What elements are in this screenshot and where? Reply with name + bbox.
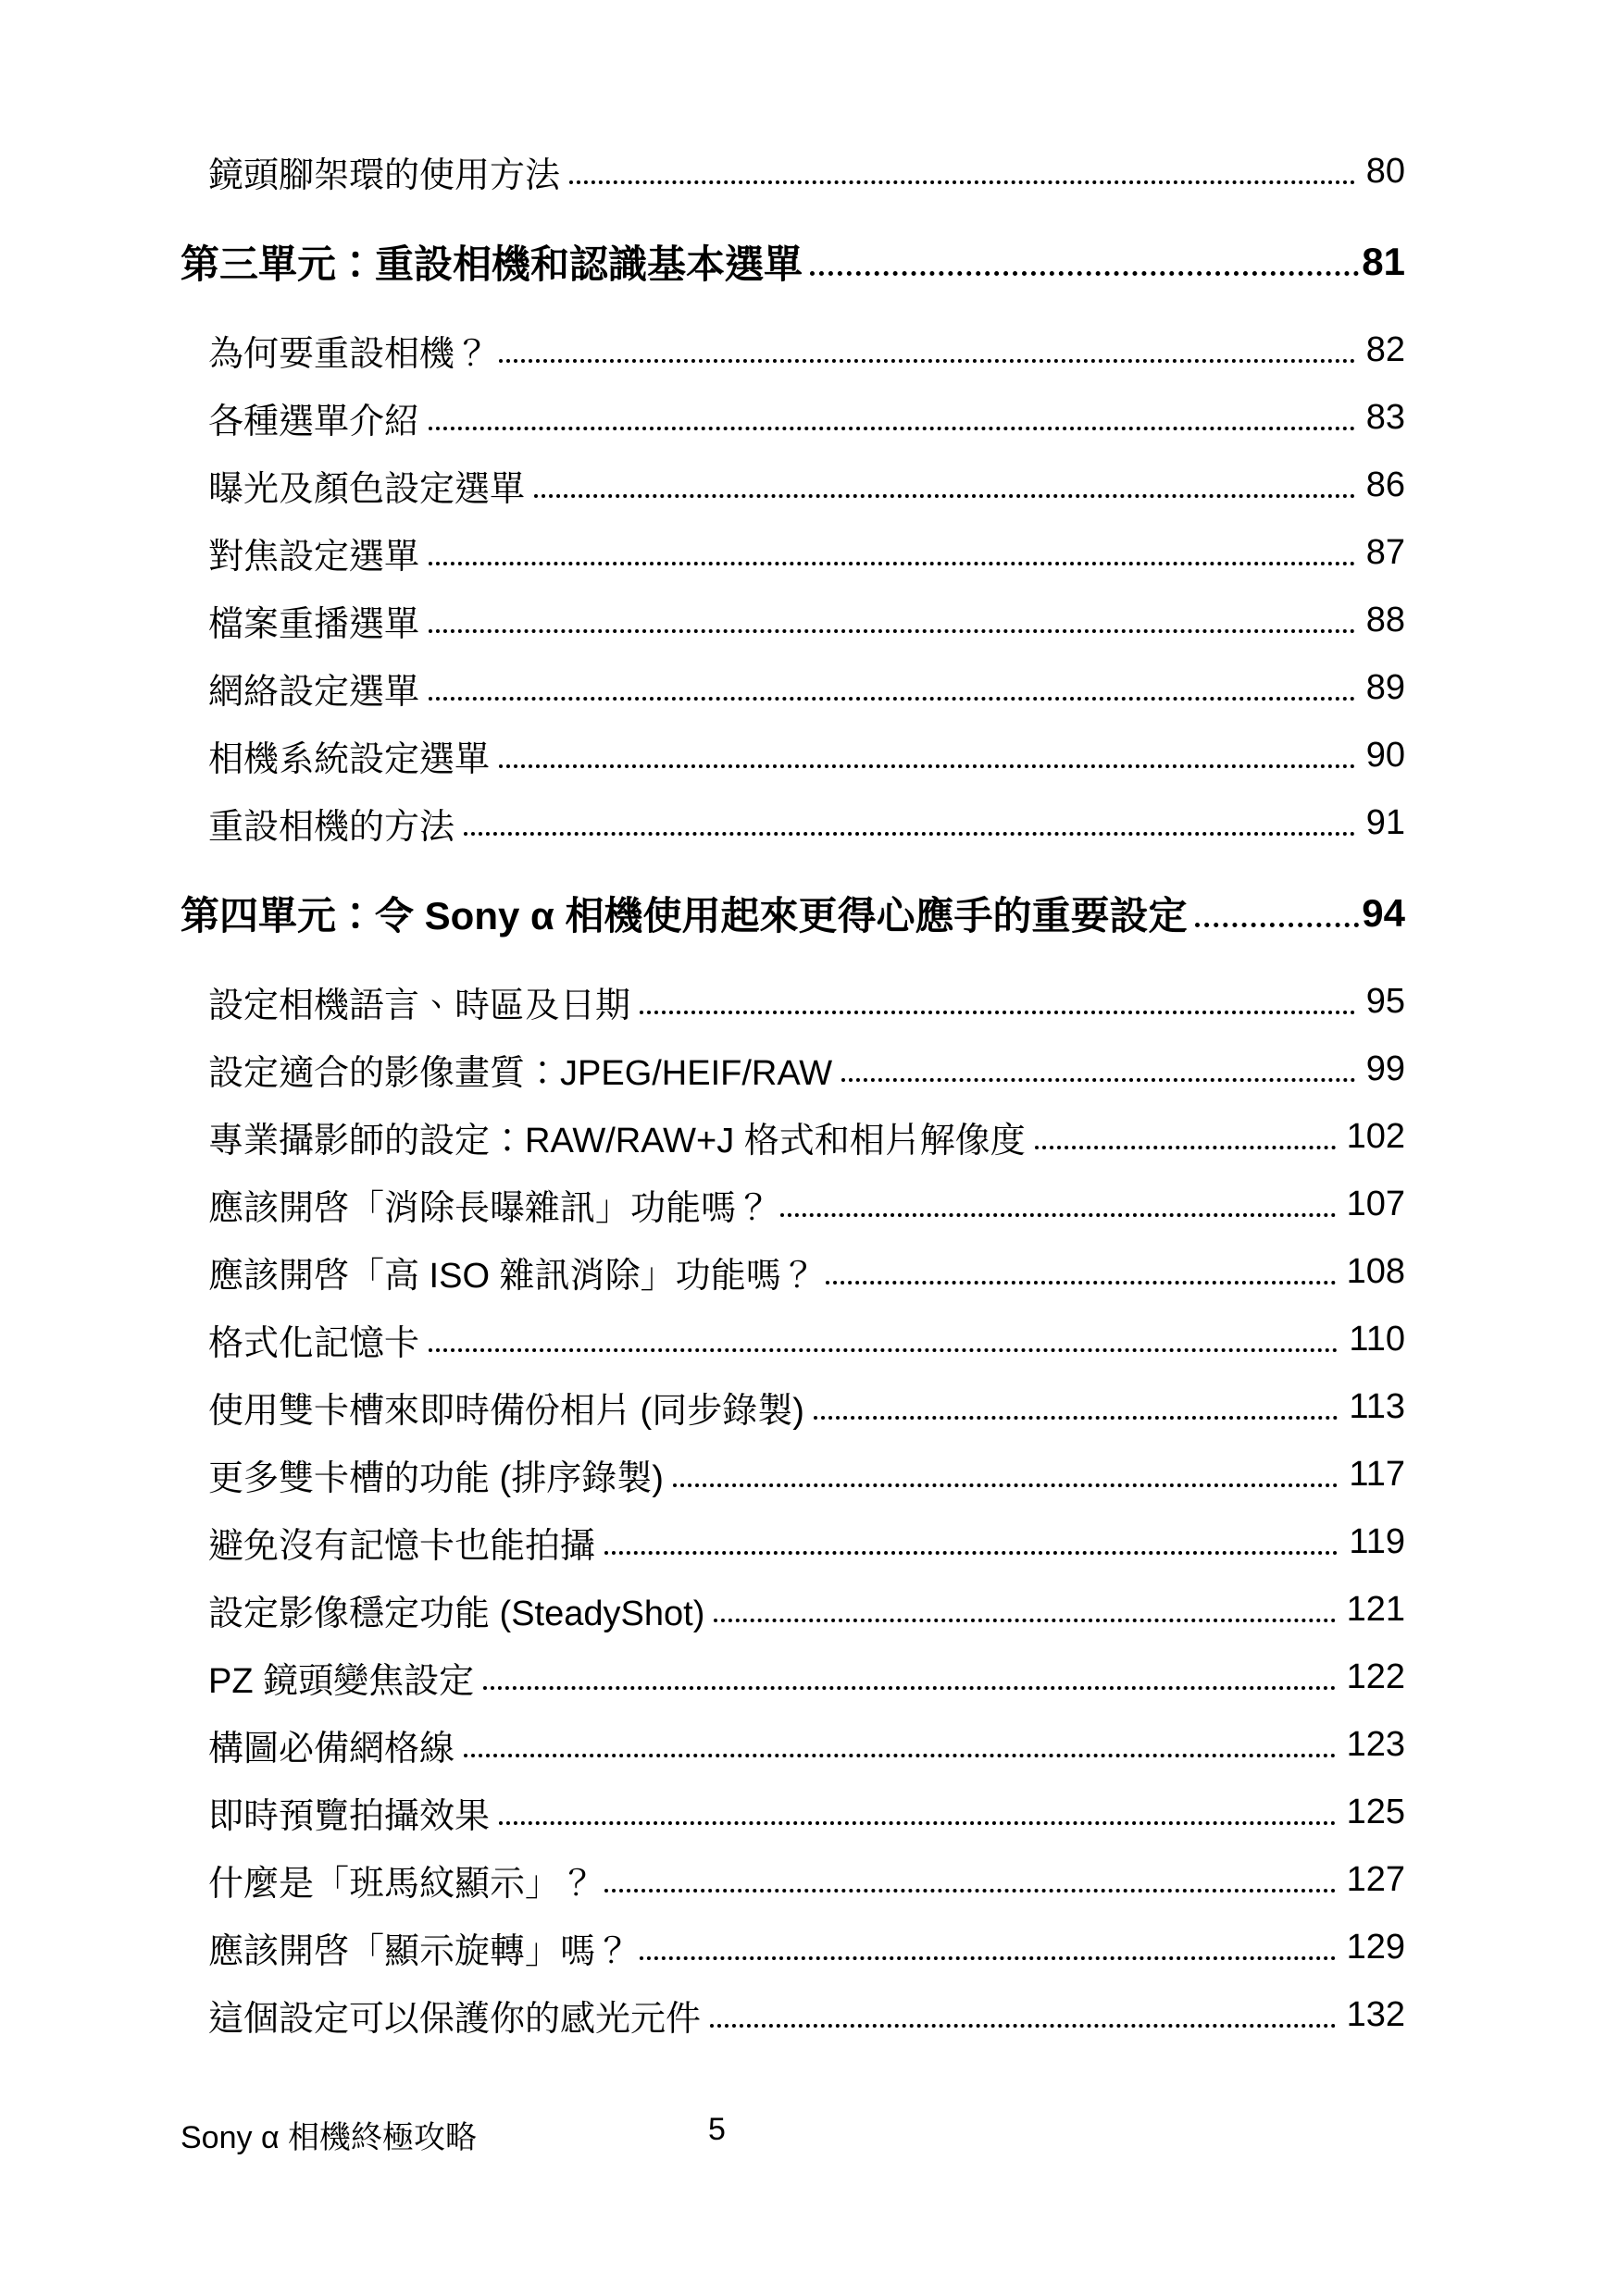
toc-entry-page: 110 (1349, 1320, 1405, 1359)
toc-entry (181, 138, 1405, 205)
toc-entry-title: 格式化記憶卡 (208, 1324, 420, 1363)
toc-entry-title: 應該開啓「消除長曝雜訊」功能嗎？ (208, 1189, 772, 1228)
toc-entry-title: 構圖必備網格線 (208, 1730, 455, 1769)
toc-entry-page: 81 (1362, 240, 1405, 283)
dot-leader (569, 180, 1355, 184)
toc-entry (181, 220, 1405, 304)
toc-entry-title: 檔案重播選單 (208, 605, 420, 644)
toc-entry (181, 1914, 1405, 1981)
toc-entry-title: 應該開啓「顯示旋轉」嗎？ (208, 1932, 631, 1971)
dot-leader (810, 271, 1359, 276)
toc-entry-page: 125 (1346, 1793, 1405, 1831)
dot-leader (499, 1821, 1336, 1825)
dot-leader (640, 1011, 1355, 1014)
footer-book-title: Sony α 相機終極攻略 (181, 2120, 478, 2155)
dot-leader (1035, 1146, 1336, 1149)
toc-entry (181, 1711, 1405, 1779)
footer-page-number: 5 (708, 2112, 726, 2147)
toc-entry-title: 重設相機的方法 (208, 808, 455, 847)
dot-leader (483, 1686, 1335, 1690)
toc-entry-title: 相機系統設定選單 (208, 740, 491, 779)
toc-entry-page: 129 (1346, 1928, 1405, 1967)
toc-entry (181, 1036, 1405, 1103)
toc-entry-page: 102 (1346, 1117, 1405, 1156)
toc-entry (181, 654, 1405, 722)
toc-entry-title: PZ 鏡頭變焦設定 (208, 1662, 475, 1701)
toc-entry (181, 1171, 1405, 1238)
page-footer (181, 2112, 1405, 2157)
toc-entry-title: 設定適合的影像畫質：JPEG/HEIF/RAW (208, 1054, 833, 1093)
toc-entry (181, 452, 1405, 519)
toc-entry-title: 什麼是「班馬紋顯示」？ (208, 1865, 596, 1904)
toc-entry-page: 89 (1365, 668, 1405, 707)
toc-entry (181, 1779, 1405, 1846)
toc-entry-title: 鏡頭腳架環的使用方法 (208, 156, 561, 195)
toc-entry-page: 108 (1346, 1252, 1405, 1291)
dot-leader (780, 1213, 1336, 1217)
dot-leader (429, 1348, 1338, 1352)
toc-entry-page: 90 (1365, 736, 1405, 775)
toc-entry-title: 曝光及顏色設定選單 (208, 470, 526, 509)
toc-entry-title: 網絡設定選單 (208, 673, 420, 712)
toc-entry-page: 99 (1365, 1049, 1405, 1088)
toc-entry (181, 1508, 1405, 1576)
dot-leader (826, 1281, 1336, 1285)
dot-leader (429, 629, 1355, 633)
toc-entry (181, 1373, 1405, 1441)
toc-entry-page: 119 (1349, 1522, 1405, 1561)
toc-entry (181, 1238, 1405, 1306)
toc-entry (181, 1846, 1405, 1914)
toc-entry-page: 86 (1365, 465, 1405, 504)
dot-leader (710, 2024, 1336, 2028)
toc-entry-page: 94 (1362, 891, 1405, 935)
dot-leader (534, 494, 1355, 498)
toc-list (181, 138, 1405, 2049)
toc-entry-title: 各種選單介紹 (208, 403, 420, 441)
toc-entry-page: 122 (1346, 1657, 1405, 1696)
dot-leader (499, 359, 1355, 363)
dot-leader (464, 832, 1355, 836)
toc-entry (181, 968, 1405, 1036)
toc-entry-page: 132 (1346, 1995, 1405, 2034)
toc-entry (181, 1441, 1405, 1508)
toc-entry (181, 1576, 1405, 1644)
toc-entry-page: 123 (1346, 1725, 1405, 1764)
toc-entry-title: 為何要重設相機？ (208, 335, 491, 374)
toc-entry (181, 519, 1405, 587)
toc-entry-title: 設定相機語言、時區及日期 (208, 987, 631, 1025)
toc-entry-title: 設定影像穩定功能 (SteadyShot) (208, 1595, 705, 1633)
toc-entry-title: 即時預覽拍攝效果 (208, 1797, 491, 1836)
toc-entry-page: 82 (1365, 330, 1405, 369)
toc-entry (181, 722, 1405, 789)
toc-entry-page: 113 (1349, 1387, 1405, 1426)
toc-entry-page: 127 (1346, 1860, 1405, 1899)
toc-entry-page: 95 (1365, 982, 1405, 1021)
toc-entry-page: 88 (1365, 601, 1405, 639)
toc-entry (181, 1103, 1405, 1171)
toc-entry-page: 91 (1365, 803, 1405, 842)
dot-leader (429, 697, 1355, 701)
toc-entry-title: 第三單元：重設相機和認識基本選單 (181, 242, 803, 286)
toc-entry-page: 117 (1349, 1455, 1405, 1494)
toc-entry-title: 避免沒有記憶卡也能拍攝 (208, 1527, 596, 1566)
toc-entry-page: 121 (1346, 1590, 1405, 1629)
dot-leader (1195, 923, 1360, 927)
toc-entry-page: 87 (1365, 533, 1405, 572)
dot-leader (604, 1889, 1336, 1893)
toc-entry-title: 專業攝影師的設定：RAW/RAW+J 格式和相片解像度 (208, 1122, 1026, 1160)
toc-entry (181, 384, 1405, 452)
dot-leader (429, 427, 1355, 430)
toc-entry (181, 872, 1405, 955)
toc-entry-page: 83 (1365, 398, 1405, 437)
toc-entry-title: 使用雙卡槽來即時備份相片 (同步錄製) (208, 1392, 804, 1431)
toc-entry-title: 對焦設定選單 (208, 538, 420, 577)
dot-leader (604, 1551, 1338, 1555)
toc-entry (181, 789, 1405, 857)
toc-entry (181, 1644, 1405, 1711)
toc-entry-title: 第四單元：令 Sony α 相機使用起來更得心應手的重要設定 (181, 894, 1188, 937)
toc-entry (181, 587, 1405, 654)
toc-entry (181, 316, 1405, 384)
dot-leader (464, 1754, 1336, 1757)
dot-leader (499, 764, 1355, 768)
toc-entry-page: 80 (1365, 152, 1405, 191)
dot-leader (673, 1483, 1339, 1487)
toc-entry (181, 1306, 1405, 1373)
dot-leader (814, 1416, 1339, 1420)
dot-leader (714, 1619, 1335, 1622)
toc-entry-title: 更多雙卡槽的功能 (排序錄製) (208, 1459, 664, 1498)
toc-entry-title: 應該開啓「高 ISO 雜訊消除」功能嗎？ (208, 1257, 816, 1296)
toc-entry-title: 這個設定可以保護你的感光元件 (208, 2000, 702, 2039)
toc-entry (181, 1981, 1405, 2049)
dot-leader (429, 562, 1355, 565)
toc-entry-page: 107 (1346, 1185, 1405, 1223)
dot-leader (841, 1078, 1355, 1082)
dot-leader (640, 1956, 1336, 1960)
